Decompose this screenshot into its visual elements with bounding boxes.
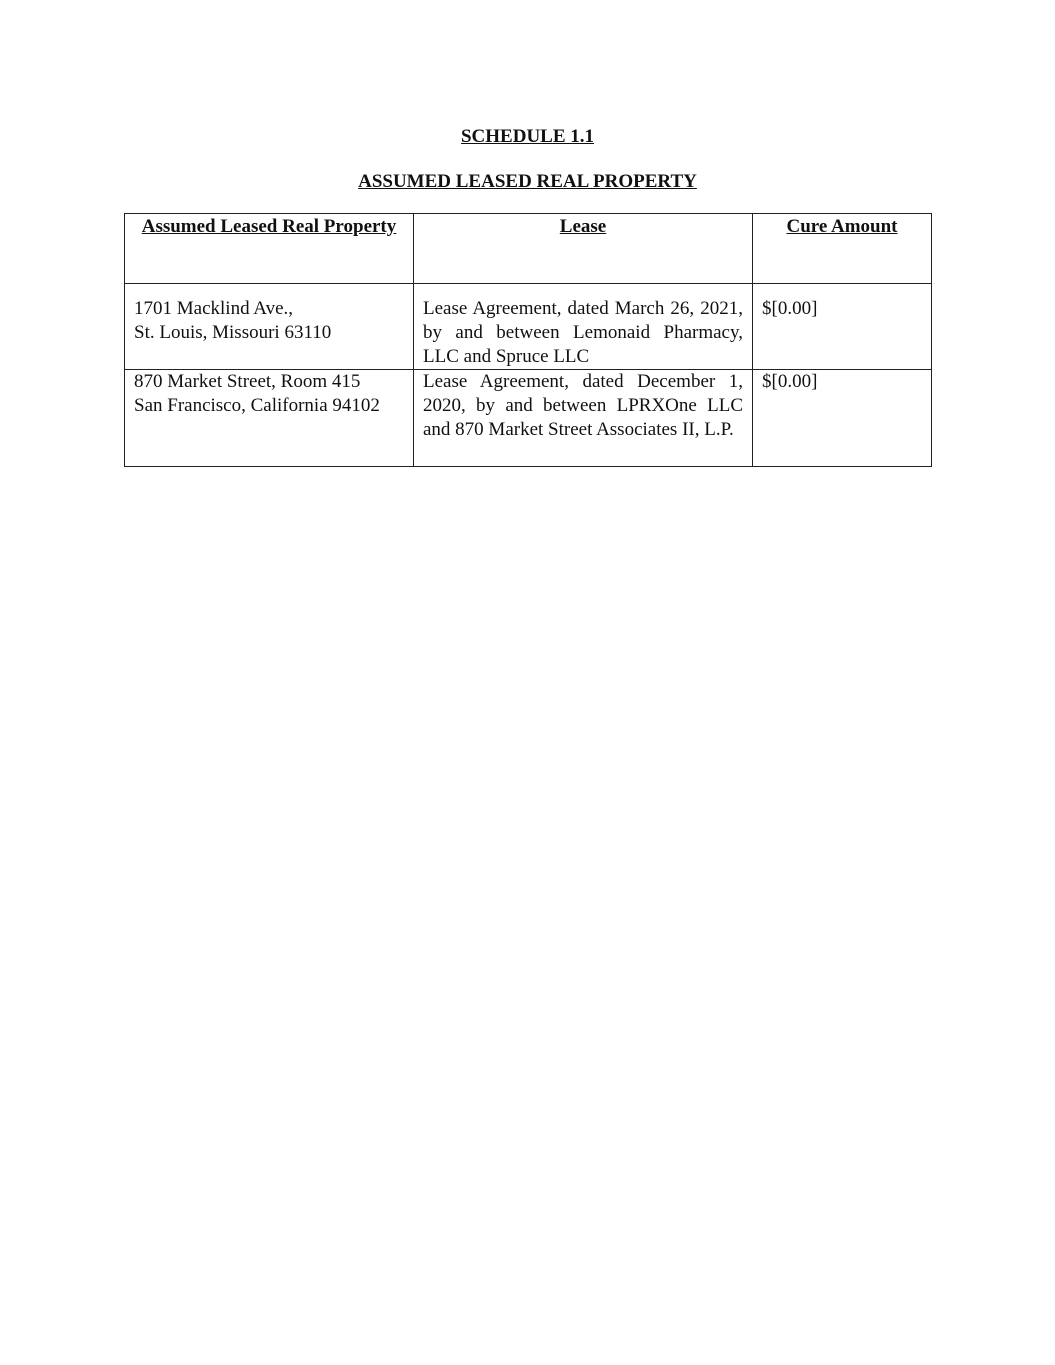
property-address-line2: St. Louis, Missouri 63110: [134, 322, 332, 343]
property-address-line1: 1701 Macklind Ave.,: [134, 298, 294, 319]
header-property: [125, 214, 414, 284]
header-lease: [414, 214, 753, 284]
cure-amount-cell: [753, 284, 932, 370]
cure-amount-value: $[0.00]: [762, 371, 818, 392]
schedule-title: SCHEDULE 1.1: [460, 126, 595, 147]
header-property-label: Assumed Leased Real Property: [141, 216, 397, 237]
cure-amount-value: $[0.00]: [762, 298, 818, 319]
property-cell: [125, 284, 414, 370]
property-address-line1: 870 Market Street, Room 415: [134, 371, 361, 392]
cure-amount-cell: [753, 370, 932, 467]
assumed-leased-property-table: [124, 213, 932, 467]
table-header-row: [125, 214, 932, 284]
table-row: [125, 284, 932, 370]
lease-description: Lease Agreement, dated December 1, 2020, by and between LPRXOne LLC and 870 Market Street Associates II, L.P.: [423, 371, 743, 440]
property-address-line2: San Francisco, California 94102: [134, 395, 380, 416]
lease-cell: [414, 370, 753, 467]
header-cure-amount: [753, 214, 932, 284]
table-row: [125, 370, 932, 467]
schedule-subtitle: ASSUMED LEASED REAL PROPERTY: [358, 171, 697, 192]
lease-description: Lease Agreement, dated March 26, 2021, by and between Lemonaid Pharmacy, LLC and Spruce LLC: [423, 298, 743, 367]
property-cell: [125, 370, 414, 467]
header-cure-amount-label: Cure Amount: [786, 216, 898, 237]
lease-cell: [414, 284, 753, 370]
header-lease-label: Lease: [559, 216, 607, 237]
